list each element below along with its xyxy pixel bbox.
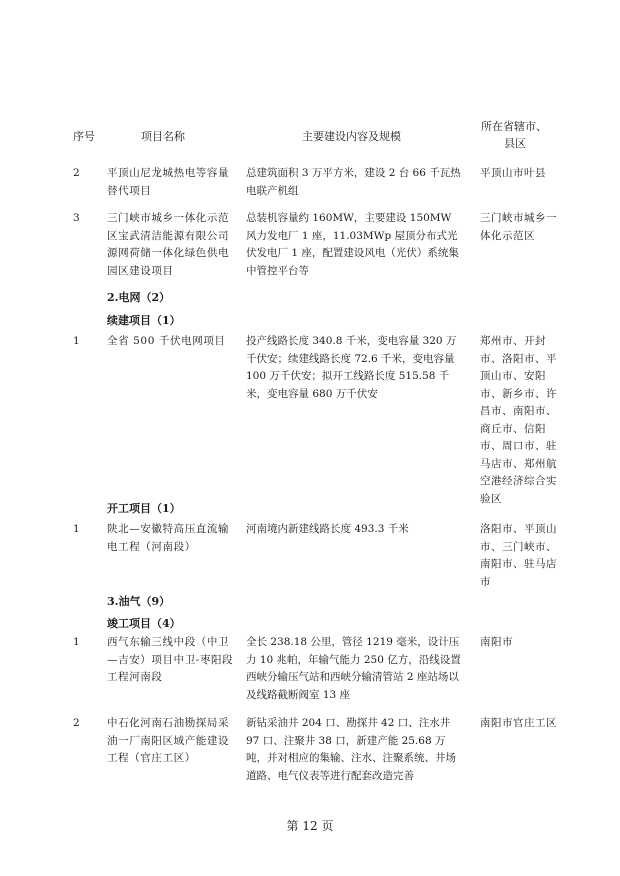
row-name: 平顶山尼龙城热电等容量替代项目 (107, 167, 230, 197)
row-no: 2 (73, 717, 80, 729)
table-header (0, 116, 620, 156)
row-no: 3 (73, 212, 80, 224)
row-name: 全省 500 千伏电网项目 (107, 335, 226, 347)
row-no: 1 (73, 636, 80, 648)
row-content: 全长 238.18 公里，管径 1219 毫米，设计压力 10 兆帕，年输气能力 250 亿方，沿线设置西峡分输压气站和西峡分输清管站 2 座站场以及线路截断阀室 13 座 (246, 636, 461, 701)
row-content: 新钻采油井 204 口、勘探井 42 口、注水井 97 口、注聚井 38 口，新建产能 25.68 万吨，并对相应的集输、注水、注聚系统、井场道路、电气仪表等进行配套改造完善 (246, 717, 456, 782)
row-content: 总装机容量约 160MW，主要建设 150MW 风力发电厂 1 座，11.03MWp 屋顶分布式光伏发电厂 1 座，配置建设风电（光伏）系统集中管控平台等 (246, 212, 459, 277)
header-location-line1: 所在省辖市、 (481, 120, 547, 133)
row-no: 1 (73, 335, 80, 347)
row-content: 河南境内新建线路长度 493.3 千米 (246, 523, 409, 535)
header-no: 序号 (73, 130, 95, 143)
row-location: 南阳市 (480, 636, 513, 648)
section-heading-grid: 2.电网（2） (107, 291, 171, 304)
subsection-start: 开工项目（1） (107, 502, 181, 515)
row-location: 郑州市、开封市、洛阳市、平顶山市、安阳市、新乡市、许昌市、南阳市、商丘市、信阳市、周口市、驻马店市、郑州航空港经济综合实验区 (480, 335, 557, 505)
row-name: 中石化河南石油勘探局采油一厂南阳区域产能建设工程（官庄工区） (107, 717, 230, 764)
header-name: 项目名称 (141, 130, 185, 143)
row-no: 2 (73, 167, 80, 179)
row-content: 投产线路长度 340.8 千米，变电容量 320 万千伏安；续建线路长度 72.6 千米，变电容量 100 万千伏安；拟开工线路长度 515.58 千米，变电容量 680 万千伏安 (246, 335, 457, 400)
row-location: 平顶山市叶县 (480, 167, 546, 179)
row-location: 三门峡市城乡一体化示范区 (480, 212, 557, 242)
subsection-continuing: 续建项目（1） (107, 314, 181, 327)
header-location-line2: 县区 (504, 137, 526, 150)
row-name: 三门峡市城乡一体化示范区宝武清洁能源有限公司源网荷储一体化绿色供电园区建设项目 (107, 212, 230, 277)
section-heading-oil: 3.油气（9） (107, 595, 171, 608)
row-location: 洛阳市、平顶山市、三门峡市、南阳市、驻马店市 (480, 523, 557, 588)
row-no: 1 (73, 523, 80, 535)
subsection-completed: 竣工项目（4） (107, 617, 181, 630)
header-content: 主要建设内容及规模 (302, 130, 401, 143)
row-content: 总建筑面积 3 万平方米，建设 2 台 66 千瓦热电联产机组 (246, 167, 461, 197)
page-number: 第 12 页 (286, 819, 334, 833)
row-name: 陕北—安徽特高压直流输电工程（河南段） (107, 523, 230, 553)
row-location: 南阳市官庄工区 (480, 717, 557, 729)
row-name: 西气东输三线中段（中卫—吉安）项目中卫-枣阳段工程河南段 (107, 636, 234, 683)
